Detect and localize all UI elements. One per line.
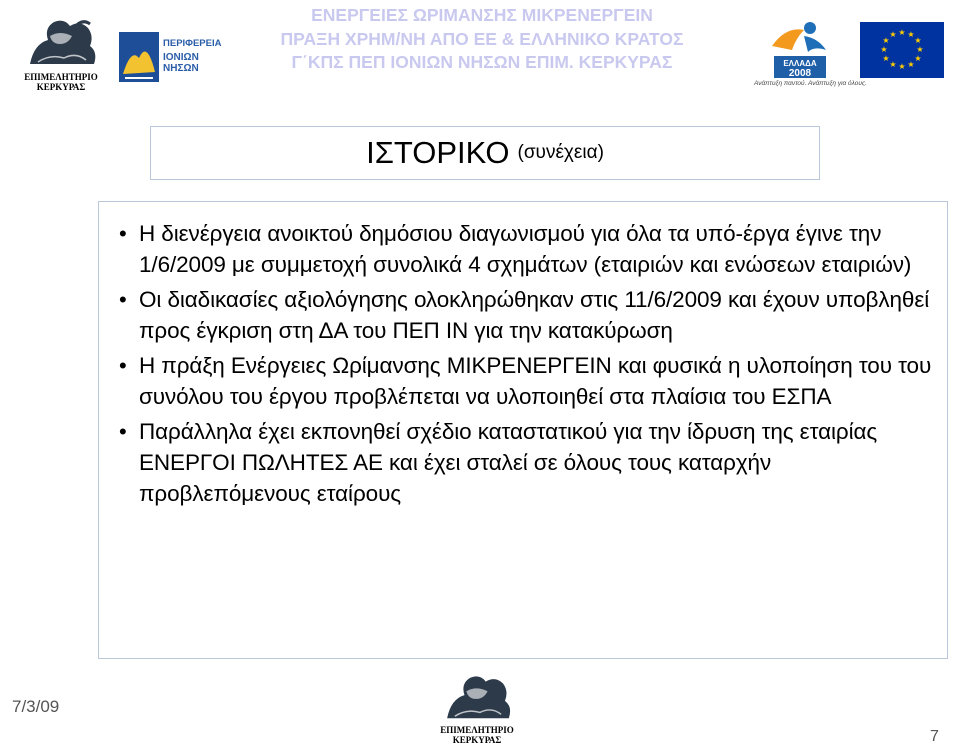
footer-logo-line1: ΕΠΙΜΕΛΗΤΗΡΙΟ: [440, 725, 514, 735]
svg-text:★: ★: [880, 45, 888, 54]
lion-emblem-icon: [20, 14, 102, 70]
bullet-item-3: [119, 350, 939, 412]
lion-emblem-icon: [434, 670, 520, 724]
header-line-2: ΠΡΑΞΗ ΧΡΗΜ/ΝΗ ΑΠΟ ΕΕ & ΕΛΛΗΝΙΚΟ ΚΡΑΤΟΣ: [280, 28, 684, 49]
bullet-item-1: [119, 218, 939, 280]
chamber-logo-line2: ΚΕΡΚΥΡΑΣ: [36, 82, 86, 92]
svg-text:★: ★: [916, 45, 924, 54]
eu-flag-logo: [860, 22, 944, 78]
svg-text:★: ★: [914, 54, 922, 63]
region-emblem-icon: [117, 28, 161, 88]
bullet-icon: •: [119, 221, 127, 246]
page-subtitle: (συνέχεια): [517, 142, 604, 163]
svg-text:★: ★: [898, 28, 906, 37]
page-title: ΙΣΤΟΡΙΚΟ: [366, 135, 510, 170]
footer-chamber-logo: [434, 670, 520, 746]
page-number: 7: [930, 728, 939, 745]
bullet-text-3: Η πράξη Ενέργειες Ωρίμανσης ΜΙΚΡΕΝΕΡΓΕΙΝ και φυσικά η υλοποίηση του του συνόλου του έργου προβλέπεται να υλοποιηθεί στα πλαίσια του ΕΣΠΑ: [139, 353, 932, 409]
bullet-item-2: [119, 284, 939, 346]
bullet-icon: •: [119, 419, 127, 444]
greece-logo-year: 2008: [788, 68, 812, 79]
svg-text:★: ★: [882, 54, 890, 63]
bullet-list: [119, 218, 939, 513]
greece-runner-icon: [752, 16, 844, 80]
svg-text:★: ★: [914, 36, 922, 45]
region-logo: [117, 22, 229, 94]
content-box: [98, 201, 948, 659]
header-line-1: ΕΝΕΡΓΕΙΕΣ ΩΡΙΜΑΝΣΗΣ ΜΙΚΡΕΝΕΡΓΕΙΝ: [311, 5, 653, 25]
svg-text:★: ★: [889, 60, 897, 69]
bullet-icon: •: [119, 353, 127, 378]
header-title: [232, 4, 732, 75]
bullet-text-4: Παράλληλα έχει εκπονηθεί σχέδιο καταστατικού για την ίδρυση της εταιρίας ΕΝΕΡΓΟΙ ΠΩΛΗΤΕΣ ΑΕ και έχει σταλεί σε όλους τους καταρχήν προβλεπόμενους εταίρους: [139, 419, 878, 506]
eu-flag-icon: [860, 22, 944, 78]
title-box: [150, 126, 820, 180]
svg-text:★: ★: [907, 30, 915, 39]
svg-text:★: ★: [907, 60, 915, 69]
bullet-icon: •: [119, 287, 127, 312]
footer-date: 7/3/09: [12, 697, 60, 716]
region-logo-word-ionion: ΙΟΝΙΩΝ: [163, 52, 199, 63]
greece-logo-country: ΕΛΛΑΔΑ: [783, 59, 817, 68]
chamber-logo: [20, 14, 102, 92]
bullet-text-2: Οι διαδικασίες αξιολόγησης ολοκληρώθηκαν στις 11/6/2009 και έχουν υποβληθεί προς έγκριση στη ΔΑ του ΠΕΠ ΙΝ για την κατακύρωση: [139, 287, 930, 343]
region-logo-line2: [163, 52, 199, 74]
bullet-item-4: [119, 416, 939, 509]
greece-2008-logo: [752, 16, 867, 92]
bullet-text-1: Η διενέργεια ανοικτού δημόσιου διαγωνισμού για όλα τα υπό-έργα έγινε την 1/6/2009 με συμμετοχή συνολικά 4 σχημάτων (εταιριών και ενώσεων εταιριών): [139, 221, 912, 277]
footer-logo-line2: ΚΕΡΚΥΡΑΣ: [452, 735, 502, 745]
region-logo-word-nison: ΝΗΣΩΝ: [163, 63, 199, 74]
svg-text:★: ★: [882, 36, 890, 45]
region-logo-line1: ΠΕΡΙΦΕΡΕΙΑ: [163, 38, 222, 49]
greece-logo-slogan: Ανάπτυξη παντού. Ανάπτυξη για όλους.: [754, 80, 867, 87]
svg-text:★: ★: [898, 62, 906, 71]
header-line-3: Γ΄ΚΠΣ ΠΕΠ ΙΟΝΙΩΝ ΝΗΣΩΝ ΕΠΙΜ. ΚΕΡΚΥΡΑΣ: [291, 52, 673, 72]
svg-text:★: ★: [889, 30, 897, 39]
chamber-logo-line1: ΕΠΙΜΕΛΗΤΗΡΙΟ: [24, 72, 98, 82]
